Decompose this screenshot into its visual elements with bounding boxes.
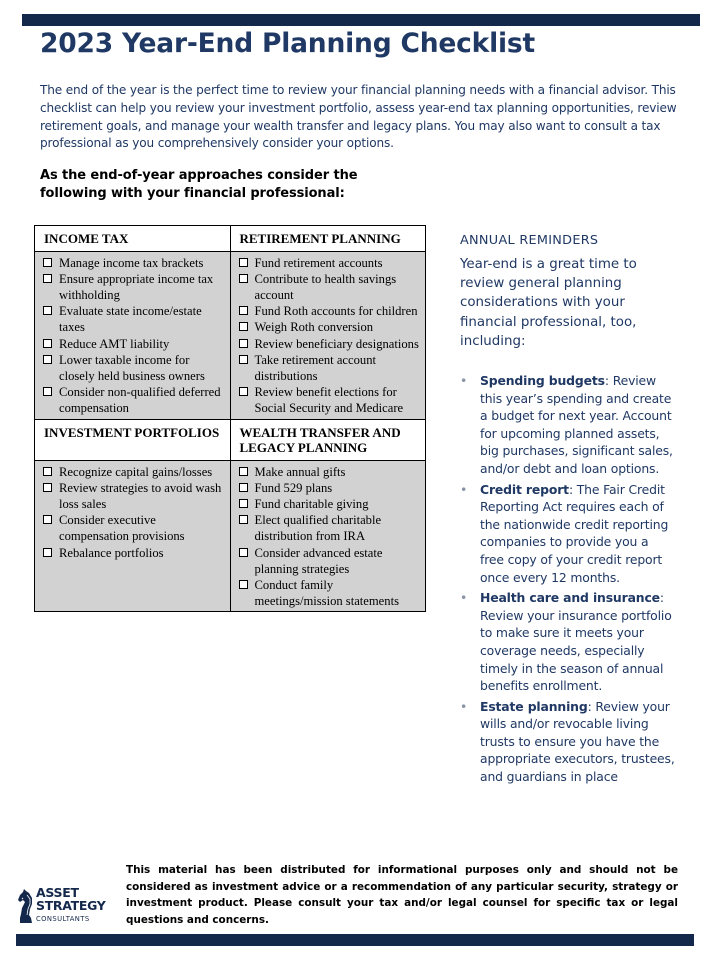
checklist-item-label: Consider non-qualified deferred compensation [59,385,221,416]
checklist-item-label: Fund 529 plans [254,480,333,495]
checklist-item [239,480,420,496]
checkbox-icon [239,258,248,267]
reminder-text: : Review your wills and/or revocable living trusts to ensure you have the appropriate executors, trustees, and guardians in place [480,698,675,785]
checklist-table [34,225,426,612]
sidebar-intro: Year-end is a great time to review general planning considerations with your financial professional, too, including: [460,257,637,349]
wealth-transfer-list [239,464,420,610]
reminders-list [460,372,675,786]
logo-line-2: STRATEGY [36,898,106,913]
retirement-header: RETIREMENT PLANNING [230,226,426,252]
checklist-item [239,384,420,416]
checklist-item-label: Consider executive compensation provisions [59,513,185,544]
checklist-item [43,255,224,271]
checklist-item-label: Recognize capital gains/losses [59,464,213,479]
checkbox-icon [43,306,52,315]
bullet-icon: • [460,590,468,606]
checkbox-icon [239,355,248,364]
checklist-item-label: Elect qualified charitable distribution from IRA [254,513,382,544]
checklist-item [239,303,420,319]
checkbox-icon [43,274,52,283]
checklist-item-label: Weigh Roth conversion [254,320,374,335]
investment-header: INVESTMENT PORTFOLIOS [35,419,231,460]
checklist-item-label: Take retirement account distributions [254,352,376,383]
checklist-item-label: Review strategies to avoid wash loss sales [59,480,222,511]
wealth-transfer-cell [230,460,426,612]
bullet-icon: • [460,373,468,389]
checklist-item-label: Review beneficiary designations [254,336,419,351]
checklist-item [43,512,224,544]
checklist-item [43,303,224,335]
intro-paragraph: The end of the year is the perfect time to review your financial planning needs with a financial advisor. This checklist can help you review your investment portfolio, assess year-end tax planning opportunities, review retirement goals, and manage your wealth transfer and legacy plans. You may also want to consult a tax professional as you comprehensively consider your options. [40,83,677,151]
checkbox-icon [43,548,52,557]
wealth-transfer-header: WEALTH TRANSFER AND LEGACY PLANNING [230,419,426,460]
page-title: 2023 Year-End Planning Checklist [40,28,535,59]
checklist-item-label: Evaluate state income/estate taxes [59,304,202,335]
checkbox-icon [43,339,52,348]
reminder-item [460,372,675,478]
checklist-item [239,255,420,271]
checkbox-icon [239,387,248,396]
checklist-item [239,352,420,384]
checkbox-icon [239,499,248,508]
checklist-item [239,319,420,335]
retirement-list [239,255,420,417]
top-rule [22,14,700,26]
reminder-item [460,481,675,587]
reminder-text: : Review this year’s spending and create a budget for next year. Account for upcoming planned assets, big purchases, significant sales, and/or debt and loan options. [480,373,673,476]
logo-line-1: ASSET [36,885,79,900]
checklist-item-label: Make annual gifts [254,464,346,479]
investment-list [43,464,224,561]
checklist-item-label: Conduct family meetings/mission statements [254,577,399,609]
checklist-item [43,336,224,352]
investment-cell [35,460,231,612]
reminder-label: Credit report [480,481,569,497]
checklist-item [43,545,224,561]
checklist-item-label: Fund Roth accounts for children [254,304,418,319]
checklist-item [43,352,224,384]
checkbox-icon [43,515,52,524]
checklist-item [239,545,420,577]
reminder-text: : Review your insurance portfolio to make sure it meets your coverage needs, especially timely in the season of annual benefits enrollment. [480,590,672,694]
checkbox-icon [239,467,248,476]
bullet-icon: • [460,698,468,714]
reminder-text: : The Fair Credit Reporting Act requires each of the nationwide credit reporting companies to provide you a free copy of your credit report once every 12 months. [480,481,669,585]
checkbox-icon [43,258,52,267]
sidebar-title: ANNUAL REMINDERS [460,233,599,248]
checklist-item-label: Reduce AMT liability [59,336,170,351]
reminder-item [460,589,675,695]
reminder-label: Estate planning [480,698,588,714]
checklist-item [239,464,420,480]
checklist-item-label: Review benefit elections for Social Security and Medicare [254,385,404,416]
logo-line-3: CONSULTANTS [36,915,90,923]
checklist-item [43,464,224,480]
checkbox-icon [239,322,248,331]
checkbox-icon [239,306,248,315]
income-tax-list [43,255,224,417]
checklist-item [43,384,224,416]
checklist-item [239,496,420,512]
retirement-cell [230,251,426,419]
income-tax-header: INCOME TAX [35,226,231,252]
checkbox-icon [239,580,248,589]
checklist-item [43,271,224,303]
checklist-item-label: Fund charitable giving [254,496,369,511]
reminder-label: Health care and insurance [480,590,660,606]
checkbox-icon [43,467,52,476]
checklist-item-label: Contribute to health savings account [254,271,397,302]
checklist-item [239,271,420,303]
annual-reminders-sidebar [460,232,675,789]
checklist-item [239,577,420,609]
checklist-item-label: Ensure appropriate income tax withholding [59,271,214,302]
checkbox-icon [43,355,52,364]
checklist-item-label: Manage income tax brackets [59,255,204,270]
bullet-icon: • [460,481,468,497]
checklist-item-label: Consider advanced estate planning strategies [254,545,383,576]
checklist-subhead: As the end-of-year approaches consider the following with your financial professional: [40,168,358,201]
checkbox-icon [239,548,248,557]
checklist-item-label: Fund retirement accounts [254,255,383,270]
chess-knight-icon [16,887,36,925]
company-logo [16,885,116,931]
checkbox-icon [43,483,52,492]
checklist-item-label: Lower taxable income for closely held business owners [59,352,205,383]
checkbox-icon [239,515,248,524]
checkbox-icon [239,339,248,348]
disclaimer: This material has been distributed for informational purposes only and should not be considered as investment advice or a recommendation of any particular security, strategy or investment product. Please consult your tax and/or legal counsel for specific tax or legal questions and concerns. [126,864,678,926]
reminder-item [460,698,675,786]
checkbox-icon [239,483,248,492]
reminder-label: Spending budgets [480,373,605,389]
bottom-rule [16,934,694,946]
checkbox-icon [239,274,248,283]
checklist-item [239,336,420,352]
checklist-item [43,480,224,512]
checklist-item-label: Rebalance portfolios [59,545,164,560]
income-tax-cell [35,251,231,419]
checklist-item [239,512,420,544]
checkbox-icon [43,387,52,396]
